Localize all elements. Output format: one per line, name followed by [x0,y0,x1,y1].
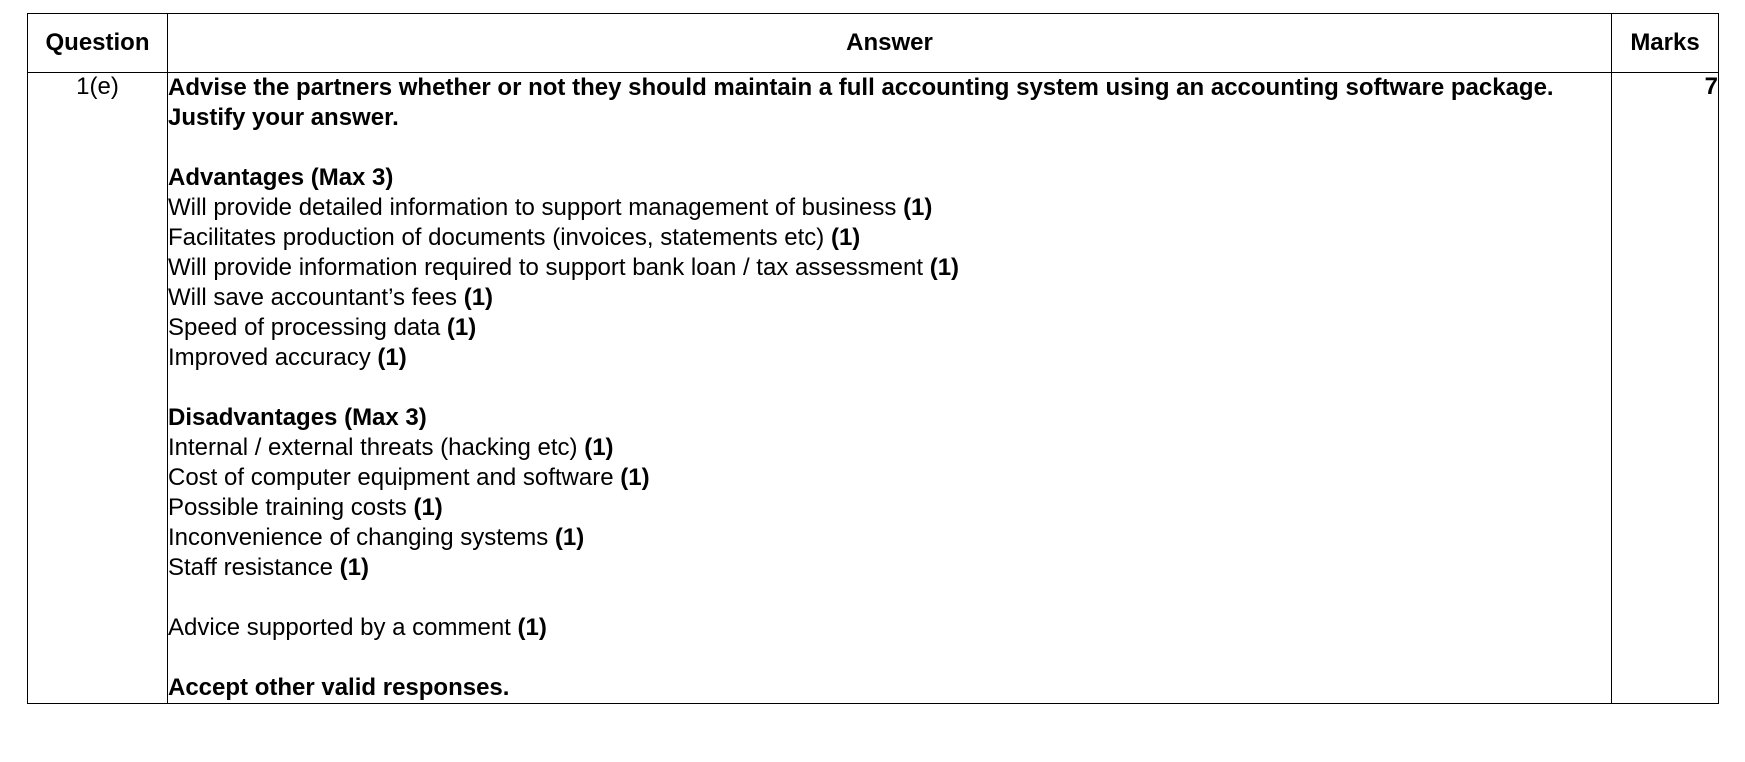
advantage-text: Will provide information required to support bank loan / tax assessment [168,254,924,281]
header-row [28,14,1719,73]
disadvantage-mark: (1) [620,464,650,491]
spacer [168,583,1611,613]
spacer [168,643,1611,673]
advantage-text: Will provide detailed information to support management of business [168,194,897,221]
advantage-item [168,283,1611,313]
advantage-item [168,223,1611,253]
disadvantage-mark: (1) [554,524,585,551]
disadvantage-mark: (1) [584,434,614,461]
answer-cell [168,73,1612,704]
disadvantage-text: Inconvenience of changing systems [168,524,549,551]
advantage-mark: (1) [830,224,861,251]
spacer [168,133,1611,163]
advantage-mark: (1) [929,254,960,281]
advice-text: Advice supported by a comment [168,614,511,641]
advantage-item [168,343,1611,373]
disadvantage-item [168,523,1611,553]
marks-header: Marks [1612,14,1719,73]
table-row [28,73,1719,704]
advantage-text: Improved accuracy [168,344,371,371]
advantage-item [168,253,1611,283]
advantage-item [168,313,1611,343]
spacer [168,373,1611,403]
answer-header: Answer [168,14,1612,73]
advice-mark: (1) [517,614,547,641]
disadvantage-text: Possible training costs [168,494,407,521]
question-header: Question [28,14,168,73]
disadvantage-item [168,553,1611,583]
advantages-heading: Advantages (Max 3) [168,164,394,191]
advantage-text: Speed of processing data [168,314,441,341]
advantage-text: Will save accountant’s fees [168,284,458,311]
advantage-mark: (1) [903,194,933,221]
question-number: 1(e) [28,73,168,704]
disadvantage-text: Internal / external threats (hacking etc) [168,434,578,461]
advantage-mark: (1) [377,344,407,371]
disadvantage-item [168,463,1611,493]
advantage-item [168,193,1611,223]
disadvantage-text: Cost of computer equipment and software [168,464,614,491]
disadvantage-text: Staff resistance [168,554,333,581]
marks-value: 7 [1612,73,1719,704]
question-prompt: Advise the partners whether or not they should maintain a full accounting system using an accounting software package. Justify your answer. [168,74,1554,131]
advantage-mark: (1) [446,314,477,341]
disadvantage-mark: (1) [413,494,443,521]
disadvantage-item [168,493,1611,523]
advantage-mark: (1) [463,284,494,311]
disadvantages-heading: Disadvantages (Max 3) [168,404,427,431]
accept-note: Accept other valid responses. [168,674,510,701]
advice-line [168,613,1611,643]
disadvantage-item [168,433,1611,463]
advantage-text: Facilitates production of documents (invoices, statements etc) [168,224,825,251]
mark-scheme-table [27,13,1719,704]
disadvantage-mark: (1) [339,554,369,581]
